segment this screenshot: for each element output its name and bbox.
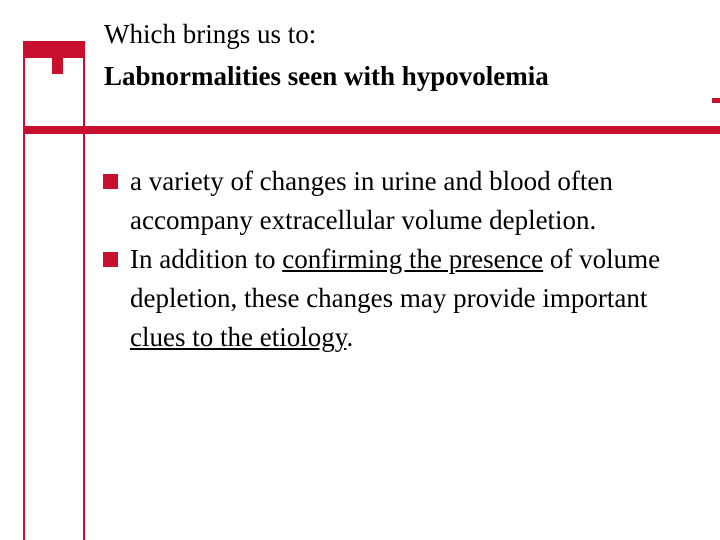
decorative-notch <box>52 58 63 74</box>
underlined-phrase-confirming: confirming the presence <box>282 244 544 274</box>
decorative-horizontal-rule <box>23 126 720 134</box>
decorative-top-bar <box>23 41 85 58</box>
decorative-vertical-line-left <box>23 41 25 540</box>
square-bullet-icon <box>103 174 118 189</box>
decorative-vertical-line-right <box>83 41 85 540</box>
underlined-phrase-clues: clues to the etiology <box>130 322 347 352</box>
bullet-text-middle: of volume depletion, these changes may provide important <box>130 244 661 313</box>
title-line-2: Labnormalities seen with hypovolemia <box>104 61 549 91</box>
bullet-text-start: In addition to <box>130 244 283 274</box>
slide-title <box>104 14 704 96</box>
title-line-1: Which brings us to: <box>104 19 317 49</box>
square-bullet-icon <box>103 252 118 267</box>
bullet-item <box>103 240 693 357</box>
bullet-item <box>103 162 693 240</box>
bullet-text-end: . <box>346 322 354 352</box>
bullet-text: a variety of changes in urine and blood often accompany extracellular volume depletion. <box>130 166 613 235</box>
bullet-list <box>103 162 693 357</box>
decorative-edge-mark <box>712 98 720 103</box>
